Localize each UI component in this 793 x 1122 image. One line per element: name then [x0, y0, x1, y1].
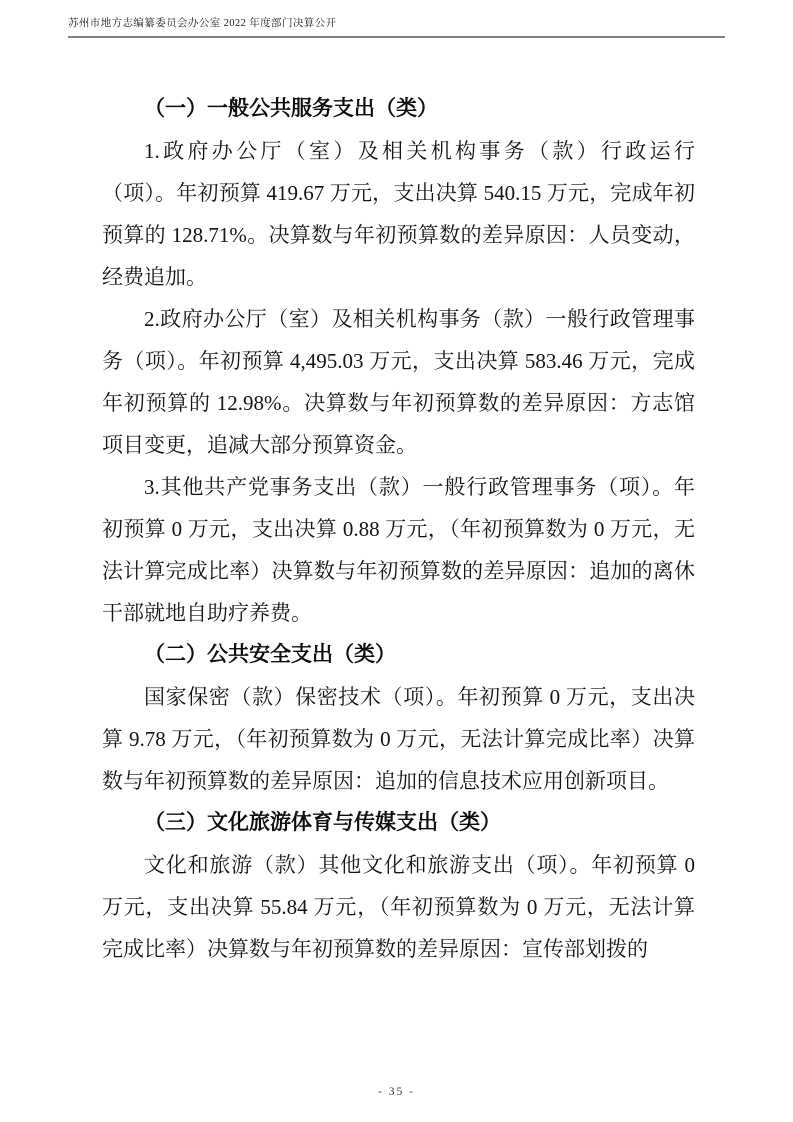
section-public-safety — [102, 634, 695, 802]
paragraph: 2.政府办公厅（室）及相关机构事务（款）一般行政管理事务（项）。年初预算 4,495.03 万元，支出决算 583.46 万元，完成年初预算的 12.98%。决算数与年初预算数的差异原因：方志馆项目变更，追减大部分预算资金。 — [102, 307, 695, 457]
section-heading: （一）一般公共服务支出（类） — [144, 97, 438, 120]
paragraph: 国家保密（款）保密技术（项）。年初预算 0 万元，支出决算 9.78 万元，（年初预算数为 0 万元，无法计算完成比率）决算数与年初预算数的差异原因：追加的信息技术应用创新项目。 — [102, 685, 695, 793]
header-title: 苏州市地方志编纂委员会办公室 2022 年度部门决算公开 — [68, 18, 337, 29]
page-footer — [0, 1082, 793, 1100]
page-number: - 35 - — [378, 1086, 415, 1098]
section-heading: （三）文化旅游体育与传媒支出（类） — [144, 811, 501, 834]
section-culture-tourism-sports-media — [102, 802, 695, 970]
paragraph: 1.政府办公厅（室）及相关机构事务（款）行政运行（项）。年初预算 419.67 万元，支出决算 540.15 万元，完成年初预算的 128.71%。决算数与年初预算数的差异原因：人员变动，经费追加。 — [102, 139, 695, 289]
section-general-public-services — [102, 88, 695, 634]
section-heading: （二）公共安全支出（类） — [144, 643, 396, 666]
document-header — [68, 13, 725, 38]
paragraph: 文化和旅游（款）其他文化和旅游支出（项）。年初预算 0 万元，支出决算 55.84 万元，（年初预算数为 0 万元，无法计算完成比率）决算数与年初预算数的差异原因：宣传部划拨的 — [102, 853, 695, 961]
document-body — [102, 88, 695, 970]
paragraph: 3.其他共产党事务支出（款）一般行政管理事务（项）。年初预算 0 万元，支出决算 0.88 万元，（年初预算数为 0 万元，无法计算完成比率）决算数与年初预算数的差异原因：追加的离休干部就地自助疗养费。 — [102, 475, 695, 625]
